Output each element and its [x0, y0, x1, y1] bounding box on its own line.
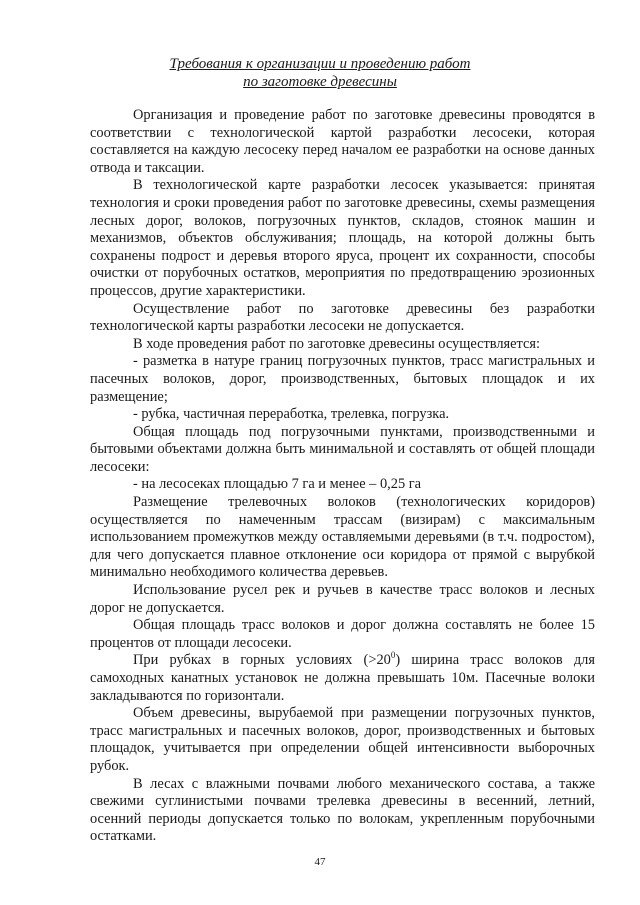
page-title-line-2: по заготовке древесины [243, 74, 397, 90]
list-item: - на лесосеках площадью 7 га и менее – 0,25 га [133, 476, 422, 493]
paragraph: Использование русел рек и ручьев в качестве трасс волоков и лесных дорог не допускается. [90, 582, 595, 616]
paragraph: В ходе проведения работ по заготовке древесины осуществляется: [133, 335, 541, 352]
list-item: - рубка, частичная переработка, трелевка, погрузка. [133, 406, 450, 423]
paragraph: Общая площадь под погрузочными пунктами, производственными и бытовыми объектами должна быть минимальной и составлять от общей площади лесосеки: [90, 423, 595, 475]
paragraph-slope-start: При рубках в горных условиях (>20 [133, 652, 391, 669]
paragraph: Размещение трелевочных волоков (технологических коридоров) осуществляется по намеченным трассам (визирам) с максимальным использованием промежутков между оставляемыми деревьями (в т.ч. подростом), для чего допускается плавное отклонение оси коридора от прямой с вырубкой минимально необходимого количества деревьев. [90, 494, 595, 581]
page-title-line-1: Требования к организации и проведению работ [169, 56, 471, 72]
paragraph: Организация и проведение работ по заготовке древесины проводятся в соответствии с технологической картой разработки лесосеки, которая составляется на каждую лесосеку перед началом ее разработки на основе данных отвода и таксации. [90, 107, 595, 176]
degree-superscript: 0 [390, 650, 396, 661]
paragraph-slope [90, 652, 595, 705]
paragraph: В технологической карте разработки лесосек указывается: принятая технология и сроки проведения работ по заготовке древесины, схемы размещения лесных дорог, волоков, погрузочных пунктов, складов, стоянок машин и механизмов, объектов обслуживания; площадь, на которой должны быть сохранены подрост и деревья второго яруса, процент их сохранности, способы очистки от порубочных остатков, мероприятия по предотвращению эрозионных процессов, другие характеристики. [90, 177, 595, 299]
paragraph: Объем древесины, вырубаемой при размещении погрузочных пунктов, трасс магистральных и пасечных волоков, дорог, производственных и бытовых площадок, учитывается при определении общей интенсивности выборочных рубок. [90, 705, 595, 774]
paragraph: Осуществление работ по заготовке древесины без разработки технологической карты разработки лесосеки не допускается. [90, 300, 595, 335]
document-body [90, 107, 595, 846]
paragraph: В лесах с влажными почвами любого механического состава, а также свежими суглинистыми почвами трелевка древесины в весенний, летний, осенний периоды допускается только по волокам, укрепленным порубочными остатками. [90, 775, 595, 845]
paragraph-slope-end: ) ширина трасс волоков для самоходных канатных установок не должна превышать 10м. Пасечные волоки закладываются по горизонтали. [90, 652, 595, 704]
paragraph: Общая площадь трасс волоков и дорог должна составлять не более 15 процентов от площади лесосеки. [90, 617, 595, 651]
list-item: - разметка в натуре границ погрузочных пунктов, трасс магистральных и пасечных волоков, дорог, производственных, бытовых площадок и их размещение; [90, 353, 595, 405]
page-number: 47 [314, 856, 326, 868]
